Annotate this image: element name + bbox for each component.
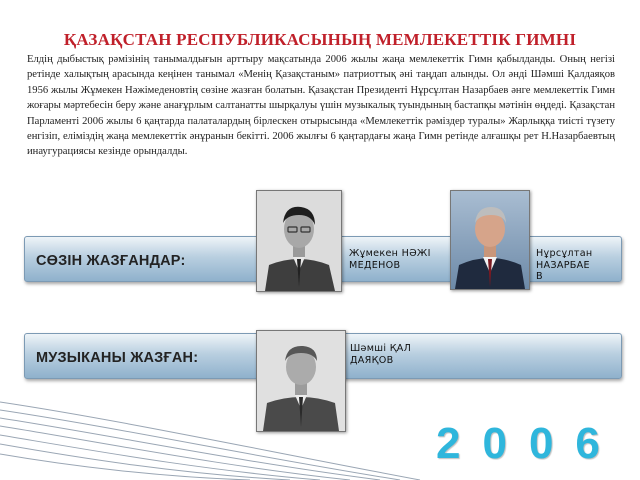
portrait-photo-author1 bbox=[256, 190, 342, 292]
composer-name: Шәмші ҚАЛДАЯҚОВ bbox=[350, 343, 412, 366]
year-2006: 2006 bbox=[436, 419, 622, 468]
author1-name: Жұмекен НӘЖІМЕДЕНОВ bbox=[349, 248, 431, 271]
music-label: МУЗЫКАНЫ ЖАЗҒАН: bbox=[36, 350, 199, 366]
portrait-photo-composer bbox=[256, 330, 346, 432]
author2-name: Нұрсұлтан НАЗАРБАЕВ bbox=[536, 248, 593, 282]
page-title: ҚАЗАҚСТАН РЕСПУБЛИКАСЫНЫҢ МЕМЛЕКЕТТІК ГИМНІ bbox=[63, 30, 577, 49]
portrait-photo-author2 bbox=[450, 190, 530, 290]
lyrics-label: СӨЗІН ЖАЗҒАНДАР: bbox=[36, 253, 186, 269]
history-paragraph: Елдің дыбыстық рәмізінің танымалдығын арттыру мақсатында 2006 жылы жаңа мемлекеттік Гимн қабылданды. Оның негізі ретінде халықтың арасында кеңінен танымал «Менің Қазақстаным» патриоттық әні таңдап алынды. Ол әнді Шәмші Қалдаяқов 1956 жылы Жұмекен Нәжімеденовтің сөзіне жазған болатын. Қазақстан Президенті Нұрсұлтан Назарбаев әнге мемлекеттік Гимн жоғары мәртебесін беру және анағұрлым салтанатты шырқалуы үшін музыкалық туындының бастапқы мәтінін өңдеді. Қазақстан Парламенті 2006 жылы 6 қаңтарда палаталардың бірлескен отырысында «Мемлекеттік рәміздер туралы» Жарлыққа тиісті түзету енгізіп, еліміздің жаңа мемлекеттік әнұранын бекітті. 2006 жылғы 6 қаңтардағы жаңа Гимн ретінде алғашқы рет Н.Назарбаевтың инаугурациясы кезінде орындалды. bbox=[27, 54, 615, 158]
